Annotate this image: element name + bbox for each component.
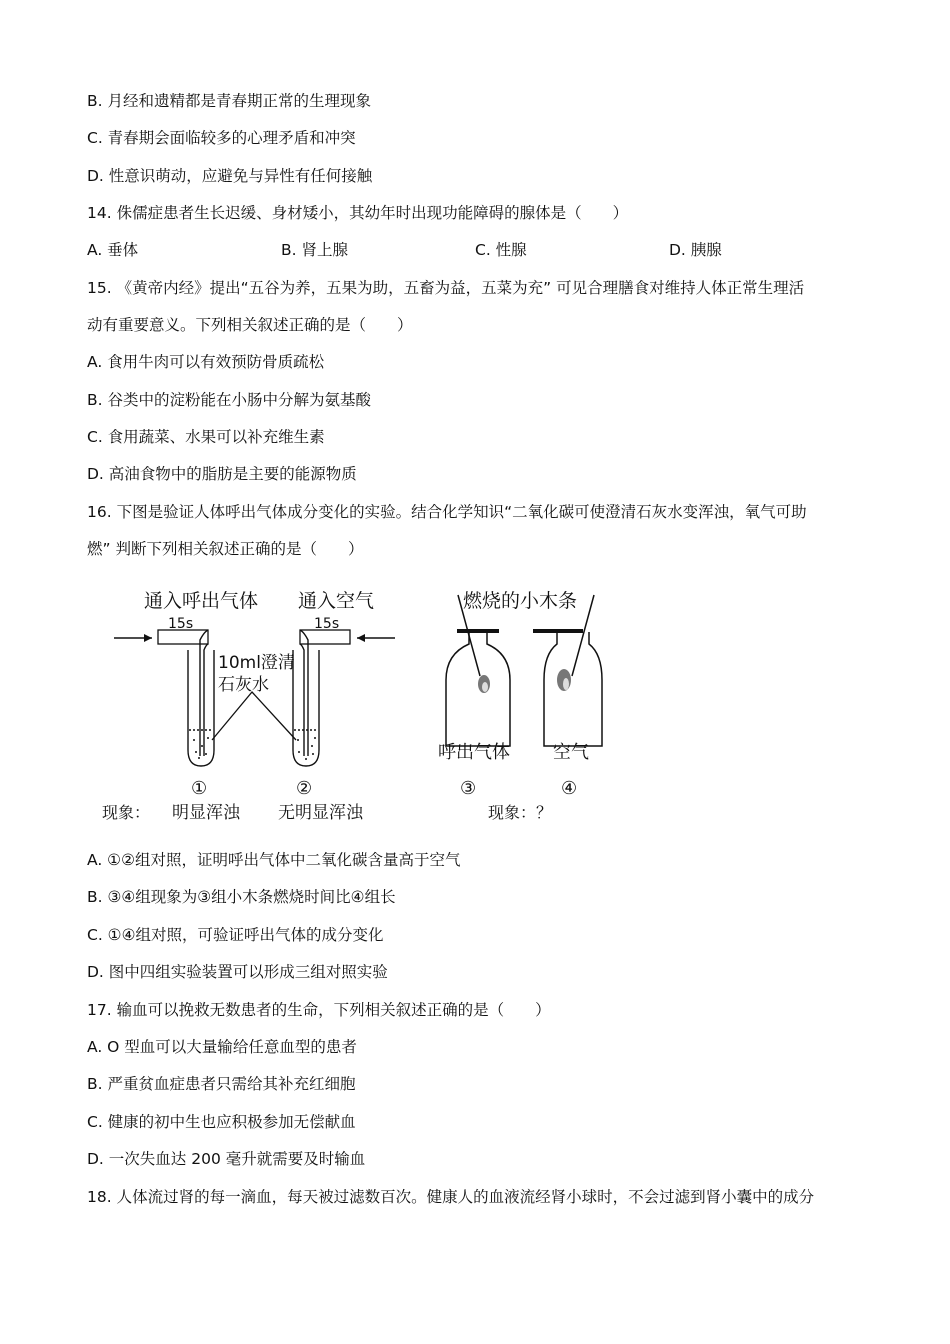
q16-option-d: D. 图中四组实验装置可以形成三组对照实验 xyxy=(87,963,388,981)
group-number-3: ③ xyxy=(460,778,477,799)
q15-stem-line2: 动有重要意义。下列相关叙述正确的是（ ） xyxy=(87,316,413,334)
q15-option-b: B. 谷类中的淀粉能在小肠中分解为氨基酸 xyxy=(87,391,371,409)
q15-option-c: C. 食用蔬菜、水果可以补充维生素 xyxy=(87,428,325,446)
bottle-3 xyxy=(446,631,510,746)
q13-option-c: C. 青春期会面临较多的心理矛盾和冲突 xyxy=(87,129,356,147)
time-label-1: 15s xyxy=(168,616,194,632)
phenomenon-label-2: 现象：？ xyxy=(488,803,553,822)
q14-option-b: B. 肾上腺 xyxy=(281,241,348,259)
q15-stem-line1: 15. 《黄帝内经》提出“五谷为养，五果为助，五畜为益，五菜为充” 可见合理膳食对维持人体正常生理活 xyxy=(87,279,805,297)
q16-stem-line1: 16. 下图是验证人体呼出气体成分变化的实验。结合化学知识“二氧化碳可使澄清石灰水变浑浊，氧气可助 xyxy=(87,503,807,521)
test-tube-2 xyxy=(293,630,319,766)
result-group-2: 无明显浑浊 xyxy=(278,803,363,823)
flame-3 xyxy=(478,675,490,693)
limewater-pointer xyxy=(212,692,296,740)
label-air-in: 通入空气 xyxy=(298,590,375,612)
q17-stem: 17. 输血可以挽救无数患者的生命，下列相关叙述正确的是（ ） xyxy=(87,1001,551,1019)
q17-option-a: A. O 型血可以大量输给任意血型的患者 xyxy=(87,1038,357,1056)
limewater-label-2: 石灰水 xyxy=(218,675,269,695)
q14-option-a: A. 垂体 xyxy=(87,241,139,259)
q14-option-d: D. 胰腺 xyxy=(669,241,722,259)
label-burning-stick: 燃烧的小木条 xyxy=(463,590,578,612)
q13-option-d: D. 性意识萌动，应避免与异性有任何接触 xyxy=(87,167,373,185)
label-exhaled-in: 通入呼出气体 xyxy=(144,590,259,612)
q15-option-a: A. 食用牛肉可以有效预防骨质疏松 xyxy=(87,353,325,371)
inlet-arrow-left xyxy=(114,634,152,642)
q16-option-b: B. ③④组现象为③组小木条燃烧时间比④组长 xyxy=(87,888,396,906)
inlet-arrow-right xyxy=(357,634,395,642)
q16-option-c: C. ①④组对照，可验证呼出气体的成分变化 xyxy=(87,926,384,944)
experiment-figure xyxy=(100,580,620,830)
limewater-label-1: 10ml澄清 xyxy=(218,653,295,673)
q18-stem: 18. 人体流过肾的每一滴血，每天被过滤数百次。健康人的血液流经肾小球时，不会过滤到肾小囊中的成分 xyxy=(87,1188,815,1206)
q14-stem: 14. 侏儒症患者生长迟缓、身材矮小，其幼年时出现功能障碍的腺体是（ ） xyxy=(87,204,629,222)
q17-option-d: D. 一次失血达 200 毫升就需要及时输血 xyxy=(87,1150,366,1168)
q14-option-c: C. 性腺 xyxy=(475,241,527,259)
flame-4 xyxy=(557,669,571,691)
result-group-1: 明显浑浊 xyxy=(172,803,240,823)
q16-option-a: A. ①②组对照，证明呼出气体中二氧化碳含量高于空气 xyxy=(87,851,461,869)
phenomenon-label: 现象： xyxy=(102,803,151,822)
test-tube-1 xyxy=(188,630,214,766)
time-label-2: 15s xyxy=(314,616,340,632)
label-air-bottle: 空气 xyxy=(553,742,589,763)
group-number-4: ④ xyxy=(561,778,578,799)
q16-stem-line2: 燃” 判断下列相关叙述正确的是（ ） xyxy=(87,540,364,558)
q13-option-b: B. 月经和遗精都是青春期正常的生理现象 xyxy=(87,92,371,110)
q17-option-b: B. 严重贫血症患者只需给其补充红细胞 xyxy=(87,1075,356,1093)
limewater-2 xyxy=(297,737,316,760)
label-exhaled-bottle: 呼出气体 xyxy=(438,742,510,763)
q17-option-c: C. 健康的初中生也应积极参加无偿献血 xyxy=(87,1113,356,1131)
group-number-1: ① xyxy=(191,778,208,799)
limewater-1 xyxy=(193,737,209,759)
q15-option-d: D. 高油食物中的脂肪是主要的能源物质 xyxy=(87,465,357,483)
group-number-2: ② xyxy=(296,778,313,799)
